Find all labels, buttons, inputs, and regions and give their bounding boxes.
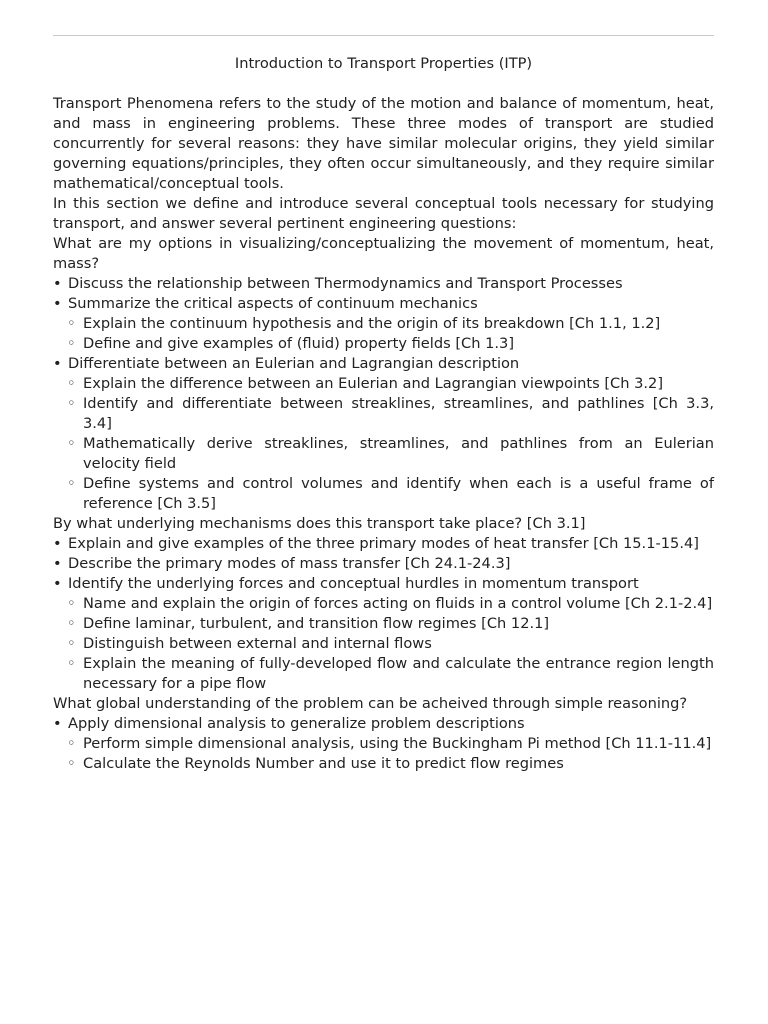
top-divider — [53, 35, 714, 36]
sub-list-item: ◦ Identify and differentiate between streaklines, streamlines, and pathlines [Ch 3.3, 3.4] — [53, 394, 714, 434]
section-question: What global understanding of the problem can be acheived through simple reasoning? — [53, 695, 688, 712]
sub-list-item: ◦ Perform simple dimensional analysis, using the Buckingham Pi method [Ch 11.1-11.4] — [53, 734, 714, 754]
sub-list-item: ◦ Define systems and control volumes and identify when each is a useful frame of reference [Ch 3.5] — [53, 474, 714, 514]
list-item: • Apply dimensional analysis to generalize problem descriptions — [53, 714, 714, 734]
intro-paragraph: In this section we define and introduce several conceptual tools necessary for studying transport, and answer several pertinent engineering questions: — [53, 195, 714, 232]
list-item: • Differentiate between an Eulerian and Lagrangian description — [53, 354, 714, 374]
sub-list-item: ◦ Name and explain the origin of forces acting on fluids in a control volume [Ch 2.1-2.4] — [53, 594, 714, 614]
sub-list-item: ◦ Explain the continuum hypothesis and the origin of its breakdown [Ch 1.1, 1.2] — [53, 314, 714, 334]
list-item: • Summarize the critical aspects of continuum mechanics — [53, 294, 714, 314]
sub-list-item: ◦ Calculate the Reynolds Number and use it to predict flow regimes — [53, 754, 714, 774]
section-question: By what underlying mechanisms does this transport take place? [Ch 3.1] — [53, 515, 586, 532]
sub-list-item: ◦ Define and give examples of (fluid) property fields [Ch 1.3] — [53, 334, 714, 354]
intro-paragraph: Transport Phenomena refers to the study of the motion and balance of momentum, heat, and mass in engineering problems. These three modes of transport are studied concurrently for several reasons: they have similar molecular origins, they yield similar governing equations/principles, they often occur simultaneously, and they require similar mathematical/conceptual tools. — [53, 95, 714, 192]
list-item: • Explain and give examples of the three primary modes of heat transfer [Ch 15.1-15.4] — [53, 534, 714, 554]
sub-list-item: ◦ Distinguish between external and internal flows — [53, 634, 714, 654]
sub-list-item: ◦ Mathematically derive streaklines, streamlines, and pathlines from an Eulerian velocity field — [53, 434, 714, 474]
section-question: What are my options in visualizing/conceptualizing the movement of momentum, heat, mass? — [53, 235, 714, 272]
sub-list-item: ◦ Explain the meaning of fully-developed flow and calculate the entrance region length necessary for a pipe flow — [53, 654, 714, 694]
page-title: Introduction to Transport Properties (ITP) — [234, 55, 533, 72]
sub-list-item: ◦ Explain the difference between an Eulerian and Lagrangian viewpoints [Ch 3.2] — [53, 374, 714, 394]
sub-list-item: ◦ Define laminar, turbulent, and transition flow regimes [Ch 12.1] — [53, 614, 714, 634]
list-item: • Discuss the relationship between Thermodynamics and Transport Processes — [53, 274, 714, 294]
document-body — [53, 54, 714, 774]
list-item: • Describe the primary modes of mass transfer [Ch 24.1-24.3] — [53, 554, 714, 574]
list-item: • Identify the underlying forces and conceptual hurdles in momentum transport — [53, 574, 714, 594]
